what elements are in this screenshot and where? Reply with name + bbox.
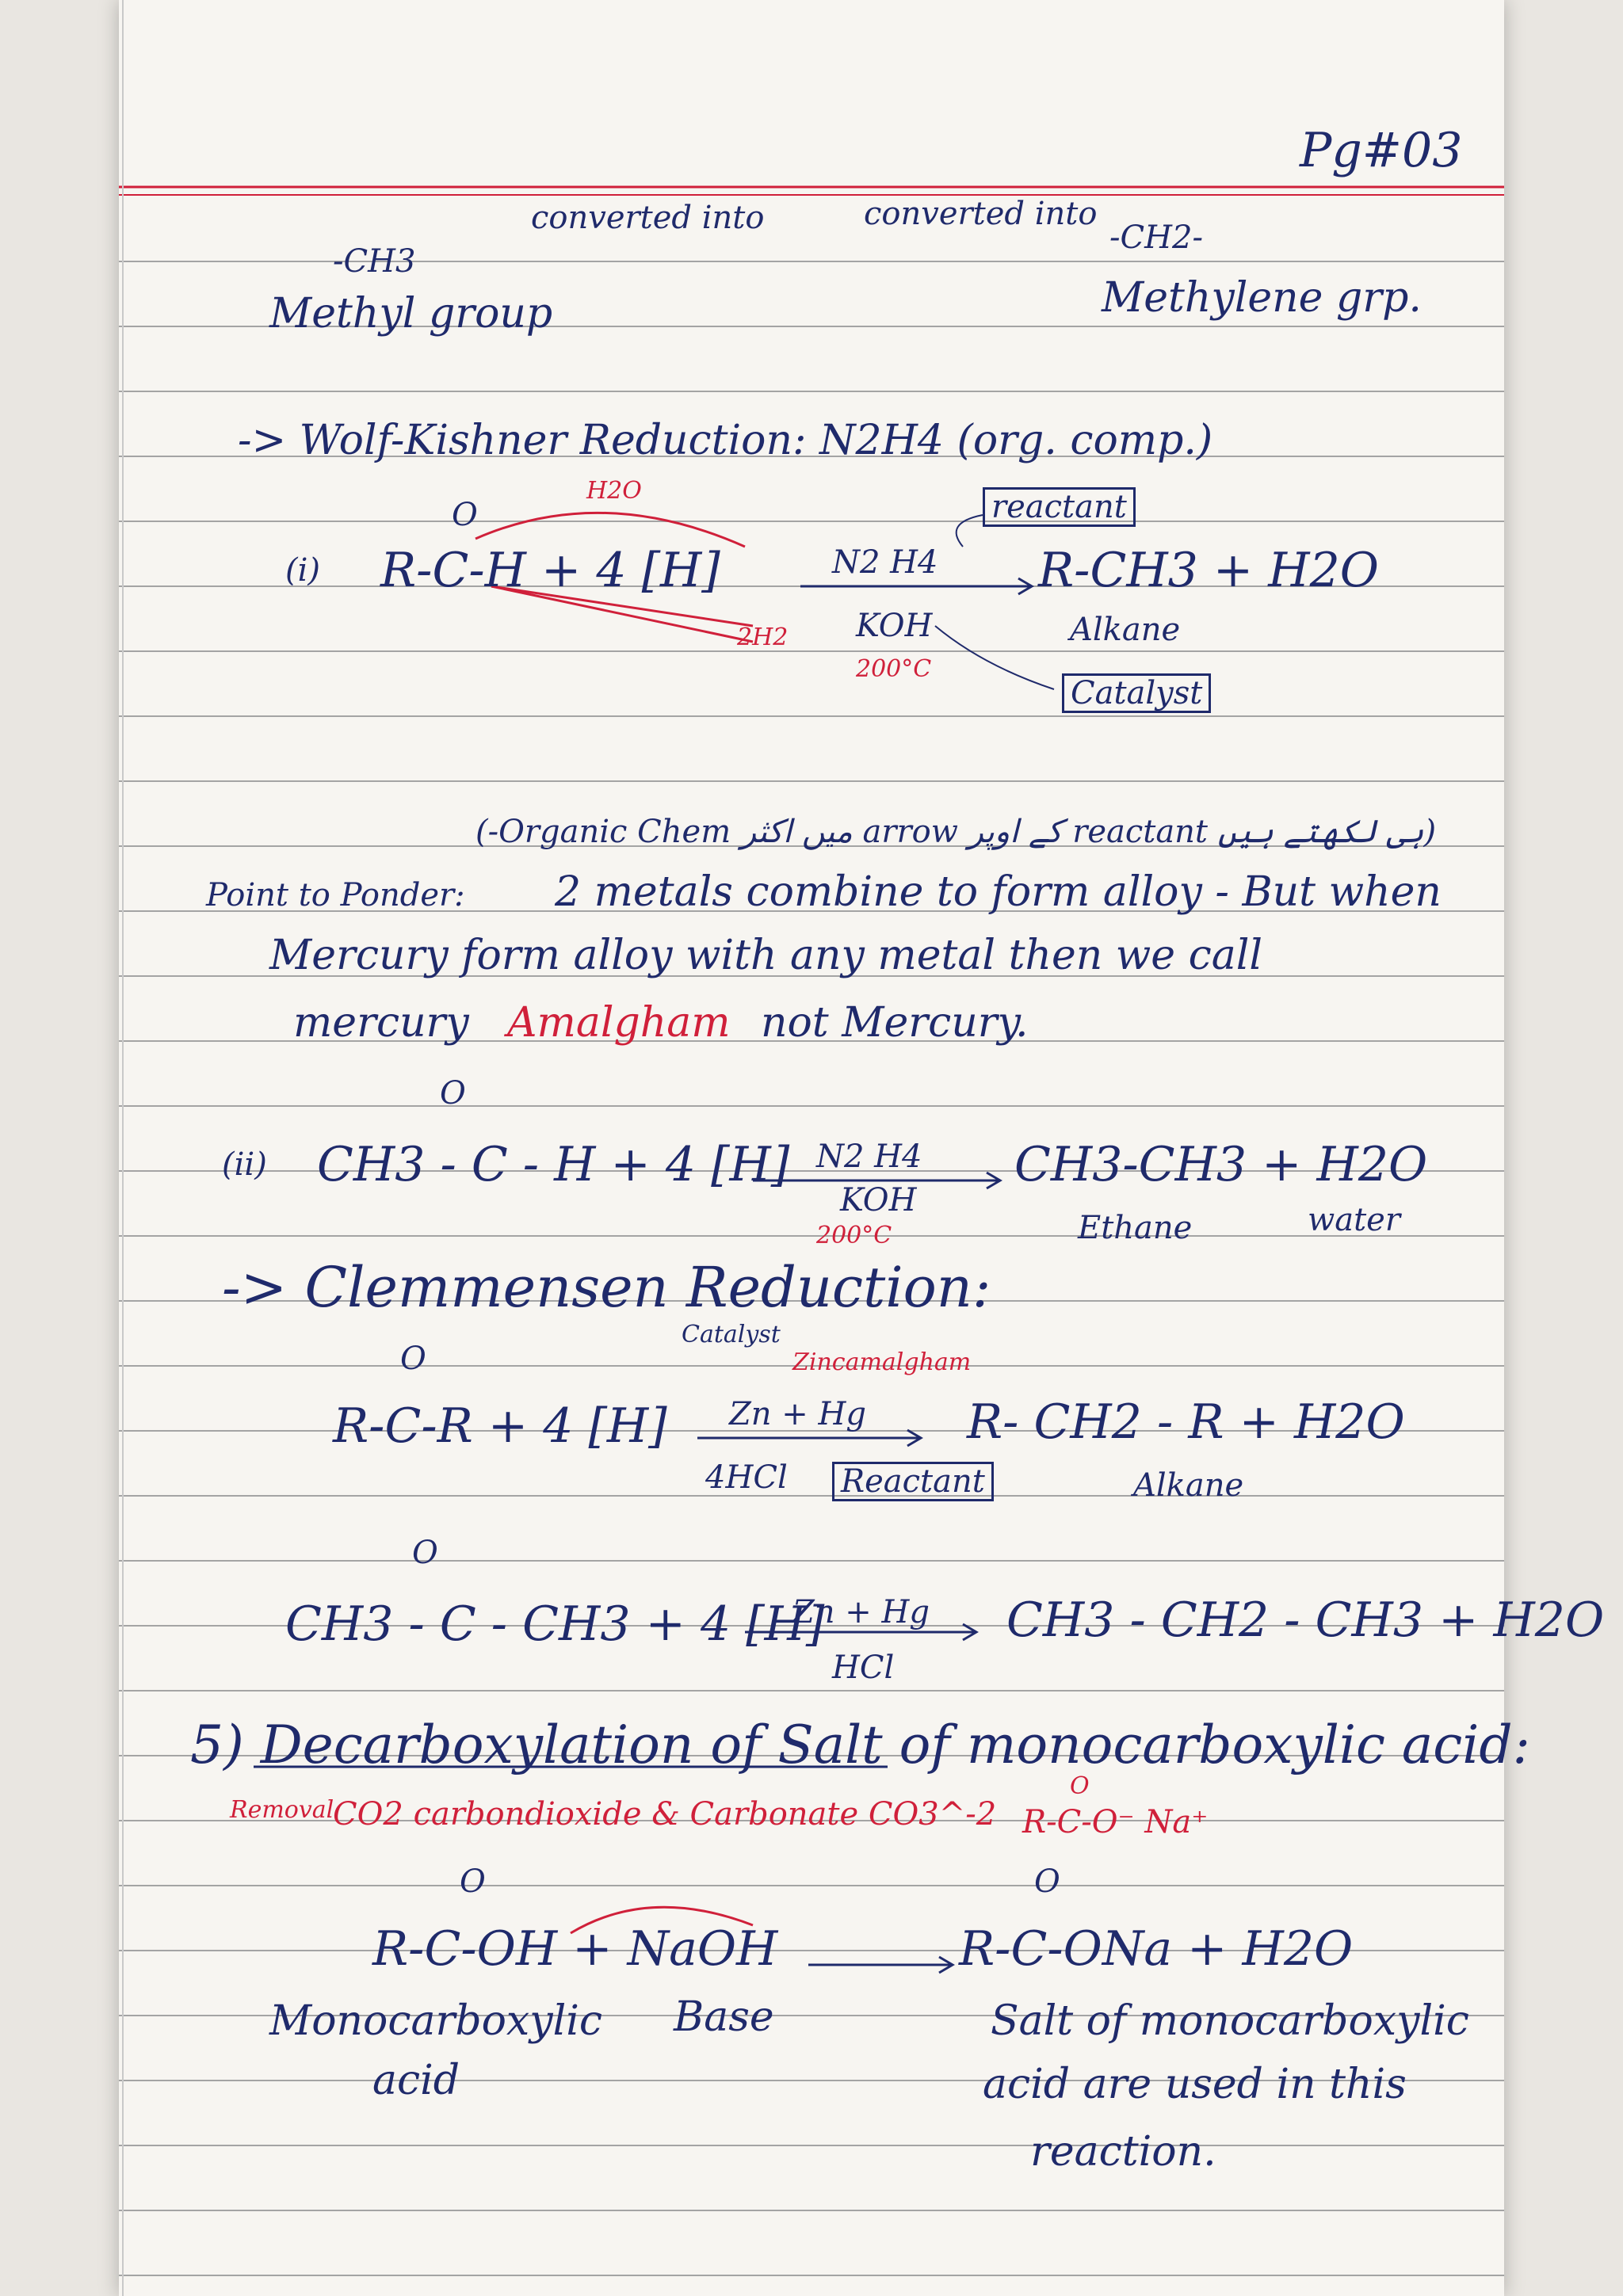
r1-reactants: R-C-H + 4 [H] — [380, 543, 720, 598]
r1-label: (i) — [285, 552, 321, 589]
page-number: Pg#03 — [1300, 123, 1463, 178]
r1-oxygen: O — [452, 497, 478, 533]
note-line-3: reaction. — [1030, 2128, 1216, 2176]
r1-product-name: Alkane — [1070, 612, 1181, 648]
right-formula: -CH2- — [1109, 219, 1203, 256]
left-formula: -CH3 — [333, 243, 416, 280]
decarboxylation-heading: 5) Decarboxylation of Salt of monocarboxylic acid: — [190, 1714, 1530, 1775]
clem-r2-products: CH3 - CH2 - CH3 + H2O — [1006, 1592, 1605, 1648]
salt-formula-o: O — [1070, 1772, 1090, 1800]
r2-oxygen: O — [440, 1075, 466, 1112]
converted-label-1: converted into — [531, 200, 765, 236]
clem-r1-product-name: Alkane — [1133, 1467, 1244, 1504]
label-base: Base — [674, 1993, 774, 2041]
h2o-annotation: H2O — [586, 477, 642, 505]
reactant-box: reactant — [983, 487, 1136, 527]
note-line-1: Salt of monocarboxylic — [991, 1997, 1469, 2045]
clem-r1-reagent-top: Zn + Hg — [729, 1396, 866, 1432]
r1-temperature: 200°C — [856, 655, 932, 683]
clem-r2-oxygen: O — [412, 1535, 438, 1571]
r2-temperature: 200°C — [816, 1222, 892, 1249]
r2-product-name-1: Ethane — [1078, 1210, 1193, 1246]
removal-label: Removal — [230, 1796, 334, 1824]
r1-2h-label: 2H2 — [737, 624, 789, 651]
clem-r1-oxygen: O — [400, 1341, 426, 1377]
eq-oxygen-1: O — [460, 1863, 486, 1900]
ponder-line-2: Mercury form alloy with any metal then we call — [269, 932, 1262, 979]
r2-label: (ii) — [222, 1146, 267, 1183]
r2-reagent-bottom: KOH — [840, 1182, 917, 1219]
left-name: Methyl group — [269, 290, 553, 338]
clem-r2-reagent-top: Zn + Hg — [792, 1594, 930, 1630]
r2-product-name-2: water — [1308, 1202, 1400, 1238]
clem-reactant-box: Reactant — [832, 1462, 994, 1501]
converted-label-2: converted into — [864, 196, 1098, 232]
r2-reactants: CH3 - C - H + 4 [H] — [317, 1137, 790, 1192]
r1-products: R-CH3 + H2O — [1038, 543, 1379, 598]
removal-detail: CO2 carbondioxide & Carbonate CO3^-2 — [333, 1796, 997, 1833]
label-acid-2: acid — [372, 2057, 460, 2104]
right-name: Methylene grp. — [1102, 274, 1422, 322]
ponder-line-3c: not Mercury. — [761, 999, 1029, 1047]
clem-r2-reagent-bottom: HCl — [832, 1650, 895, 1686]
catalyst-box: Catalyst — [1062, 673, 1211, 713]
eq-reactants: R-C-OH + NaOH — [372, 1921, 778, 1977]
ponder-line-1: 2 metals combine to form alloy - But when — [555, 868, 1442, 916]
clem-r1-products: R- CH2 - R + H2O — [967, 1394, 1405, 1450]
r2-reagent-top: N2 H4 — [816, 1138, 922, 1175]
ponder-label: Point to Ponder: — [206, 877, 465, 913]
clem-r2-reactants: CH3 - C - CH3 + 4 [H] — [285, 1596, 825, 1652]
catalyst-label: Catalyst — [682, 1321, 781, 1348]
r2-products: CH3-CH3 + H2O — [1014, 1137, 1428, 1192]
wolf-kishner-heading: -> Wolf-Kishner Reduction: N2H4 (org. comp.) — [238, 417, 1213, 464]
zinc-amalgham-label: Zincamalgham — [792, 1348, 972, 1376]
eq-products: R-C-ONa + H2O — [959, 1921, 1354, 1977]
clemmensen-heading: -> Clemmensen Reduction: — [222, 1255, 991, 1320]
r1-reagent-bottom: KOH — [856, 608, 933, 644]
note-line-2: acid are used in this — [983, 2061, 1407, 2108]
urdu-note: (-Organic Chem میں اکثر arrow کے اوپر reactant ہی لکھتے ہیں) — [475, 814, 1437, 850]
clem-r1-reactants: R-C-R + 4 [H] — [333, 1398, 667, 1454]
eq-oxygen-2: O — [1034, 1863, 1060, 1900]
ponder-line-3a: mercury — [293, 999, 469, 1047]
label-acid-1: Monocarboxylic — [269, 1997, 603, 2045]
amalgham-word: Amalgham — [507, 999, 731, 1047]
clem-r1-reagent-bottom: 4HCl — [705, 1459, 788, 1496]
salt-formula: R-C-O⁻ Na⁺ — [1022, 1804, 1209, 1840]
r1-reagent-top: N2 H4 — [832, 544, 938, 581]
